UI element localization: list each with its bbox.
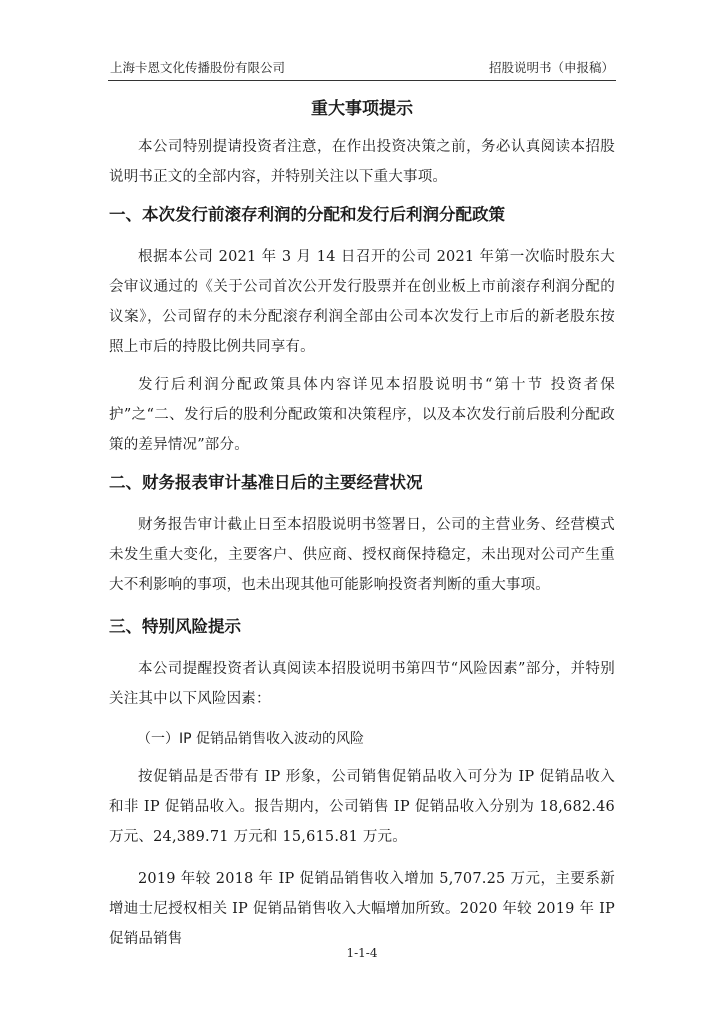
section-heading-1: 一、本次发行前滚存利润的分配和发行后利润分配政策 <box>109 205 505 224</box>
header-divider <box>108 80 616 81</box>
subsection-heading: （一）IP 促销品销售收入波动的风险 <box>137 731 365 747</box>
section-1-paragraph-1: 根据本公司 2021 年 3 月 14 日召开的公司 2021 年第一次临时股东大会审议通过的《关于公司首次公开发行股票并在创业板上市前滚存利润分配的议案》，公司留存的未分配滚存利润全部由公司本次发行上市后的新老股东按照上市后的持股比例共同享有。 <box>109 249 615 355</box>
subsection-paragraph-2: 2019 年较 2018 年 IP 促销品销售收入增加 5,707.25 万元，主要系新增迪士尼授权相关 IP 促销品销售收入大幅增加所致。2020 年较 2019 年 IP 促销品销售 <box>109 871 615 947</box>
section-heading-3: 三、特别风险提示 <box>109 617 241 636</box>
subsection-paragraph-1: 按促销品是否带有 IP 形象，公司销售促销品收入可分为 IP 促销品收入和非 IP 促销品收入。报告期内，公司销售 IP 促销品收入分别为 18,682.46 万元、24,389.71 万元和 15,615.81 万元。 <box>109 769 615 845</box>
section-heading-2: 二、财务报表审计基准日后的主要经营状况 <box>109 473 423 492</box>
page-title: 重大事项提示 <box>311 99 413 119</box>
section-2-paragraph-1: 财务报告审计截止日至本招股说明书签署日，公司的主营业务、经营模式未发生重大变化，主要客户、供应商、授权商保持稳定，未出现对公司产生重大不利影响的事项，也未出现其他可能影响投资者判断的重大事项。 <box>109 517 615 593</box>
page-content <box>109 96 615 954</box>
section-1-paragraph-2: 发行后利润分配政策具体内容详见本招股说明书“第十节 投资者保护”之“二、发行后的股利分配政策和决策程序，以及本次发行前后股利分配政策的差异情况”部分。 <box>109 377 615 453</box>
header-document-type: 招股说明书（申报稿） <box>488 60 614 75</box>
section-3-paragraph-1: 本公司提醒投资者认真阅读本招股说明书第四节“风险因素”部分，并特别关注其中以下风险因素： <box>109 661 615 707</box>
page-header <box>108 58 616 78</box>
intro-paragraph: 本公司特别提请投资者注意，在作出投资决策之前，务必认真阅读本招股说明书正文的全部内容，并特别关注以下重大事项。 <box>109 139 615 185</box>
header-company-name: 上海卡恩文化传播股份有限公司 <box>110 60 286 75</box>
page-number: 1-1-4 <box>346 946 378 960</box>
